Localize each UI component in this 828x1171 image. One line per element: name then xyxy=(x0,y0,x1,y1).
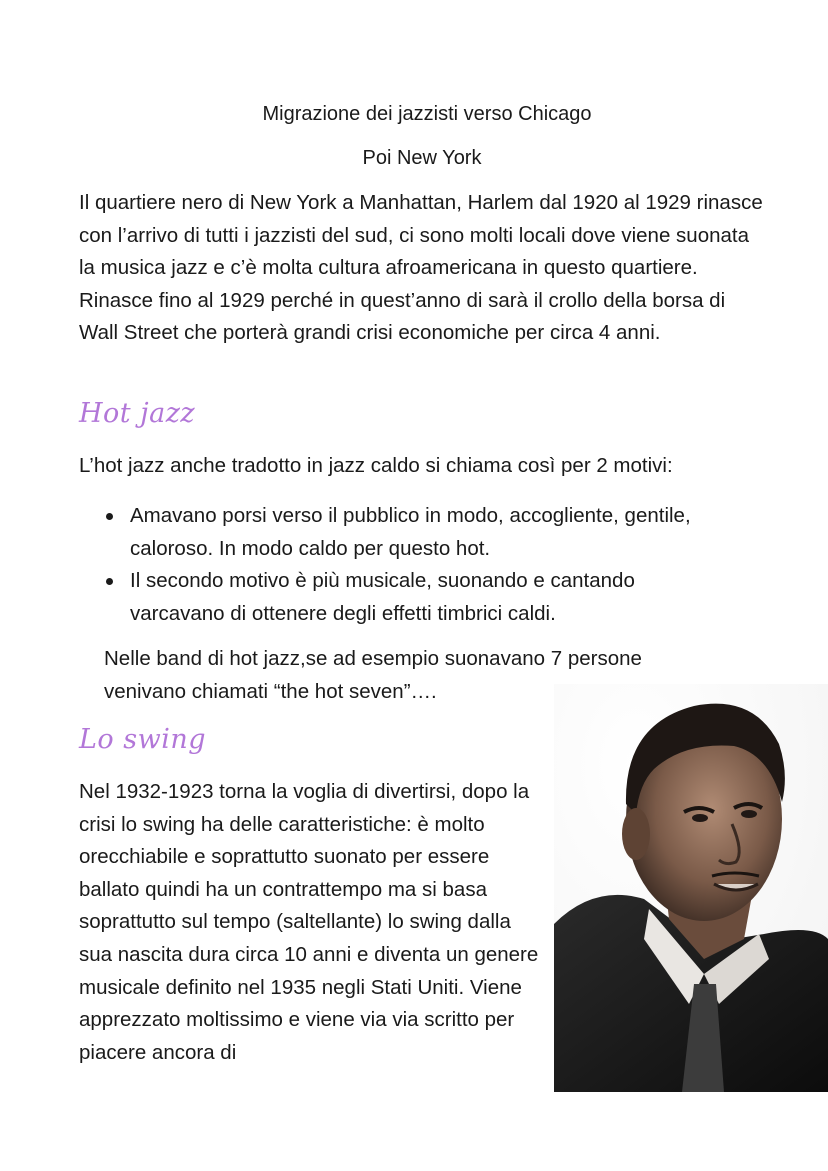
hot-jazz-heading: Hot jazz xyxy=(79,398,196,429)
hot-jazz-lead: L’hot jazz anche tradotto in jazz caldo si chiama così per 2 motivi: xyxy=(79,454,673,477)
swing-paragraph: Nel 1932-1923 torna la voglia di divertirsi, dopo la crisi lo swing ha delle caratteristiche: è molto orecchiabile e soprattutto suonato per essere ballato quindi ha un contrattempo ma si basa soprattutto sul tempo (saltellante) lo swing dalla sua nascita dura circa 10 anni e diventa un genere musicale definito nel 1935 negli Stati Uniti. Viene apprezzato moltissimo e viene via via scritto per piacere ancora di xyxy=(79,780,539,1064)
page-subtitle: Poi New York xyxy=(362,147,482,169)
list-item: Amavano porsi verso il pubblico in modo, accogliente, gentile, caloroso. In modo caldo per questo hot. xyxy=(104,500,724,565)
swing-heading: Lo swing xyxy=(79,724,207,755)
intro-paragraph: Il quartiere nero di New York a Manhattan, Harlem dal 1920 al 1929 rinasce con l’arrivo di tutti i jazzisti del sud, ci sono molti locali dove viene suonata la musica jazz e c’è molta cultura afroamericana in questo quartiere. Rinasce fino al 1929 perché in quest’anno di sarà il crollo della borsa di Wall Street che porterà grandi crisi economiche per circa 4 anni. xyxy=(79,191,763,345)
page-title: Migrazione dei jazzisti verso Chicago xyxy=(262,103,592,125)
hot-jazz-note: Nelle band di hot jazz,se ad esempio suonavano 7 persone venivano chiamati “the hot seven”…. xyxy=(104,647,642,703)
hot-jazz-bullet-list xyxy=(104,500,724,630)
list-item: Il secondo motivo è più musicale, suonando e cantando varcavano di ottenere degli effetti timbrici caldi. xyxy=(104,565,724,630)
portrait-photo xyxy=(554,684,828,1092)
